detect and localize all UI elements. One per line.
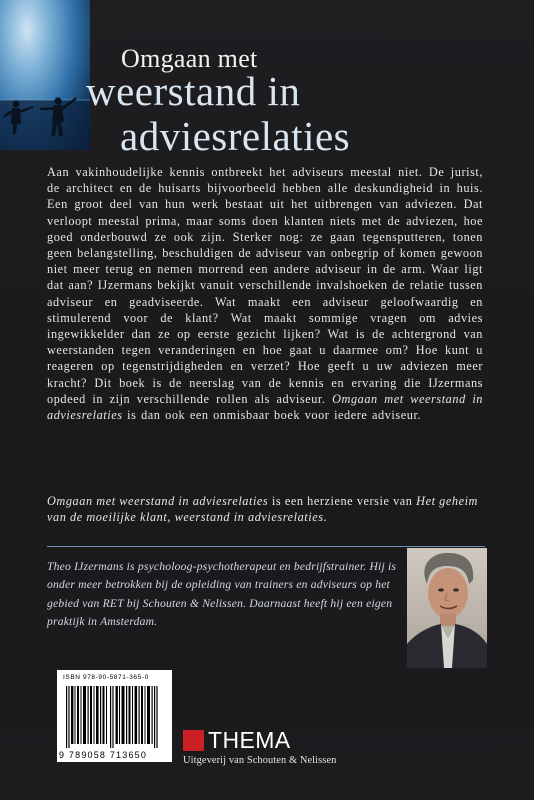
edition-note xyxy=(47,493,483,525)
edition-previous-title: Het geheim van de moeilijke klant, weerstand in adviesrelaties xyxy=(47,494,478,525)
isbn-text: ISBN 978-90-5871-365-0 xyxy=(63,674,149,681)
blurb-paragraph: Aan vakinhoudelijke kennis ontbreekt het adviseurs meestal niet. De jurist, de architect en de huisarts bijvoorbeeld hebben alle deskundigheid in huis. Een groot deel van hun werk bestaat uit het uitbrengen van adviezen. Dat verloopt meestal prima, maar soms doen klanten niets met de adviezen, hoe goed onderbouwd ze ook zijn. Sterker nog: ze gaan tegensputteren, tonen geen belangstelling, beschuldigen de adviseur van onbegrip of komen gewoon niet meer terug en nemen morrend een andere adviseur in de arm. Waar ligt dat aan? IJzermans bekijkt vanuit verschillende invalshoeken de relatie tussen adviseur en geadviseerde. Wat maakt een adviseur geloofwaardig en stimulerend voor de klant? Wat maakt sommige vragen om advies ingewikkelder dan ze op eerste gezicht lijken? Wat is de achtergrond van weerstanden tegen veranderingen en hoe gaat u daarmee om? Hoe kunt u reageren op tegenstrijdigheden en verzet? Hoe geeft u uw adviezen meer kracht? Dit boek is de neerslag van de kennis en ervaring die IJzermans opdeed in zijn verschillende rollen als adviseur. xyxy=(47,165,483,406)
logo-text: THEMA xyxy=(208,727,291,753)
edition-end: . xyxy=(323,510,328,525)
edition-middle: is een herziene versie van xyxy=(268,494,417,508)
blurb-closing-rest: is dan ook een onmisbaar boek voor iedere adviseur. xyxy=(122,408,422,423)
author-portrait xyxy=(407,548,487,668)
blurb-text xyxy=(47,164,483,423)
barcode-digits: 9 789058 713650 xyxy=(59,750,148,760)
barcode-bars xyxy=(64,686,164,748)
edition-title: Omgaan met weerstand in adviesrelaties xyxy=(47,494,269,508)
title-line-1: Omgaan met xyxy=(121,44,258,73)
title-line-2: weerstand in xyxy=(86,68,301,114)
cover-photo-sparring-figures xyxy=(0,0,90,150)
publisher-name: Uitgeverij van Schouten & Nelissen xyxy=(183,755,337,766)
logo-square-icon xyxy=(183,730,204,751)
barcode-panel xyxy=(57,670,172,762)
author-bio: Theo IJzermans is psycholoog-psychotherapeut en bedrijfstrainer. Hij is onder meer betrokken bij de opleiding van trainers en adviseurs op het gebied van RET bij Schouten & Nelissen. Daarnaast heeft hij een eigen praktijk in Amsterdam. xyxy=(47,560,397,628)
divider-line xyxy=(47,546,485,547)
title-line-3: adviesrelaties xyxy=(120,113,351,159)
blurb-closing-title: Omgaan met weerstand in adviesrelaties xyxy=(47,391,483,423)
